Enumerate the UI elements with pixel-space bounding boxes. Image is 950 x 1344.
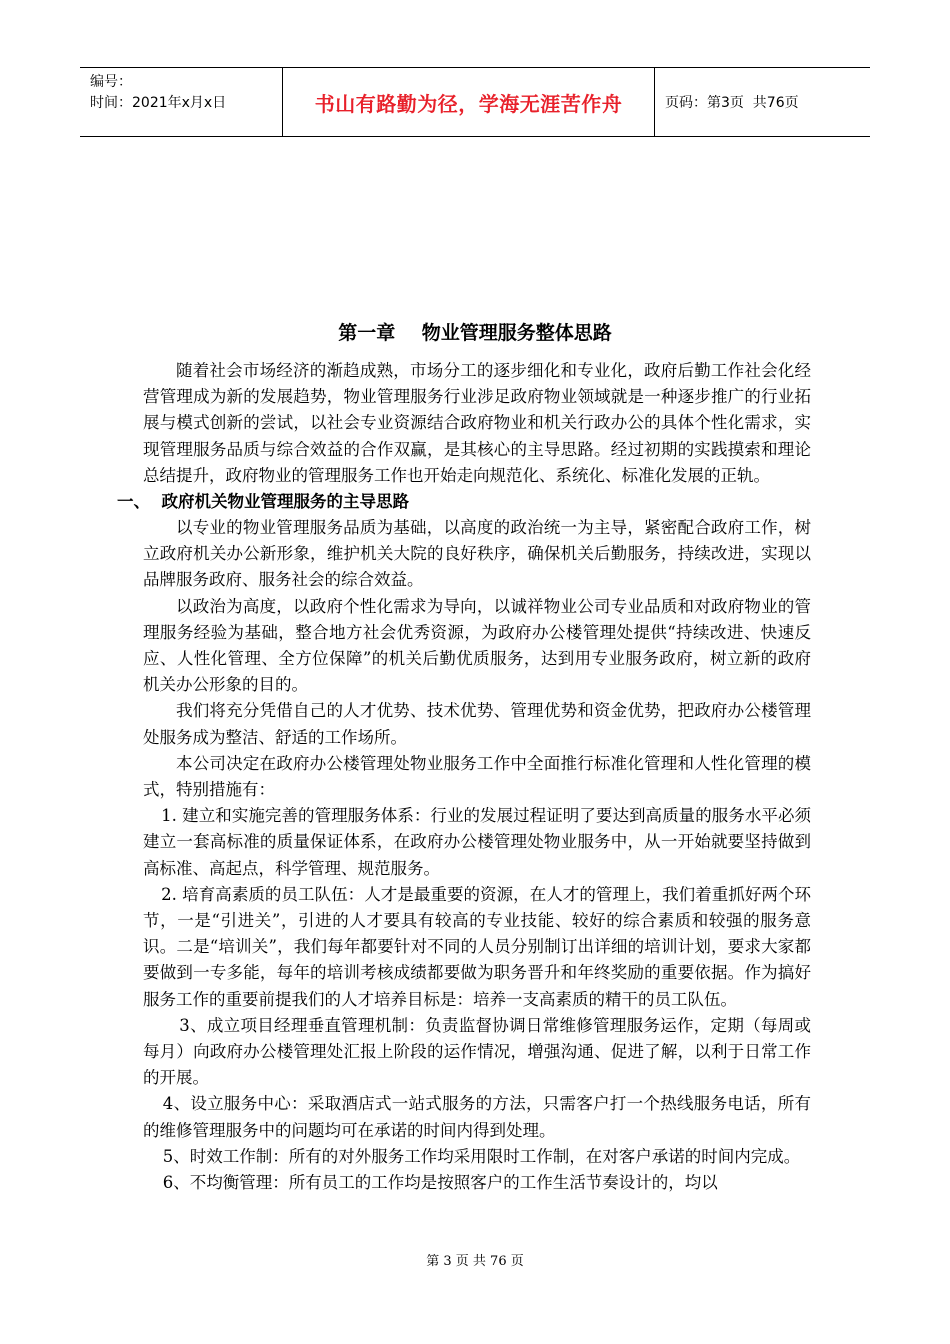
header-meta-cell <box>80 68 283 136</box>
paragraph-3: 我们将充分凭借自己的人才优势、技术优势、管理优势和资金优势，把政府办公楼管理处服务成为整洁、舒适的工作场所。 <box>143 701 811 747</box>
list-item-6: 6、不均衡管理：所有员工的工作均是按照客户的工作生活节奏设计的，均以 <box>162 1173 718 1193</box>
intro-paragraph: 随着社会市场经济的渐趋成熟，市场分工的逐步细化和专业化，政府后勤工作社会化经营管理成为新的发展趋势，物业管理服务行业涉足政府物业领域就是一种逐步推广的行业拓展与模式创新的尝试，以社会专业资源结合政府物业和机关行政办公的具体个性化需求，实现管理服务品质与综合效益的合作双赢，是其核心的主导思路。经过初期的实践摸索和理论总结提升，政府物业的管理服务工作也开始走向规范化、系统化、标准化发展的正轨。 <box>143 361 811 485</box>
section-heading: 一、 政府机关物业管理服务的主导思路 <box>117 492 409 512</box>
header-motto: 书山有路勤为径，学海无涯苦作舟 <box>283 68 655 136</box>
header-time-label: 时间：2021年x月x日 <box>90 95 227 111</box>
list-item-5: 5、时效工作制：所有的对外服务工作均采用限时工作制，在对客户承诺的时间内完成。 <box>162 1146 801 1166</box>
paragraph-2: 以政治为高度，以政府个性化需求为导向，以诚祥物业公司专业品质和对政府物业的管理服务经验为基础，整合地方社会优秀资源，为政府办公楼管理处提供“持续改进、快速反应、人性化管理、全方位保障”的机关后勤优质服务，达到用专业服务政府，树立新的政府机关办公形象的目的。 <box>143 596 811 695</box>
document-body <box>117 358 811 1196</box>
header-number-label: 编号： <box>90 74 132 90</box>
chapter-title: 第一章 物业管理服务整体思路 <box>338 322 612 344</box>
paragraph-4: 本公司决定在政府办公楼管理处物业服务工作中全面推行标准化管理和人性化管理的模式，特别措施有： <box>143 753 811 800</box>
list-item-2: 2. 培育高素质的员工队伍：人才是最重要的资源，在人才的管理上，我们着重抓好两个环节，一是“引进关”，引进的人才要具有较高的专业技能、较好的综合素质和较强的服务意识。二是“培训关”，我们每年都要针对不同的人员分别制订出详细的培训计划，要求大家都要做到一专多能，每年的培训考核成绩都要做为职务晋升和年终奖励的重要依据。作为搞好服务工作的重要前提我们的人才培养目标是：培养一支高素质的精干的员工队伍。 <box>143 884 811 1009</box>
list-item-4: 4、设立服务中心：采取酒店式一站式服务的方法，只需客户打一个热线服务电话，所有的维修管理服务中的问题均可在承诺的时间内得到处理。 <box>143 1094 811 1140</box>
list-item-3: 3、成立项目经理垂直管理机制：负责监督协调日常维修管理服务运作，定期（每周或每月）向政府办公楼管理处汇报上阶段的运作情况，增强沟通、促进了解，以利于日常工作的开展。 <box>143 1015 811 1088</box>
document-header <box>80 67 870 137</box>
header-page-cell <box>655 68 870 136</box>
paragraph-1: 以专业的物业管理服务品质为基础，以高度的政治统一为主导，紧密配合政府工作，树立政府机关办公新形象，维护机关大院的良好秩序，确保机关后勤服务，持续改进，实现以品牌服务政府、服务社会的综合效益。 <box>143 518 811 590</box>
list-item-1: 1. 建立和实施完善的管理服务体系：行业的发展过程证明了要达到高质量的服务水平必须建立一套高标准的质量保证体系，在政府办公楼管理处物业服务中，从一开始就要坚持做到高标准、高起点，科学管理、规范服务。 <box>143 806 811 878</box>
page-footer: 第 3 页 共 76 页 <box>426 1254 524 1269</box>
header-page-info: 页码：第3页 共76页 <box>665 95 799 111</box>
